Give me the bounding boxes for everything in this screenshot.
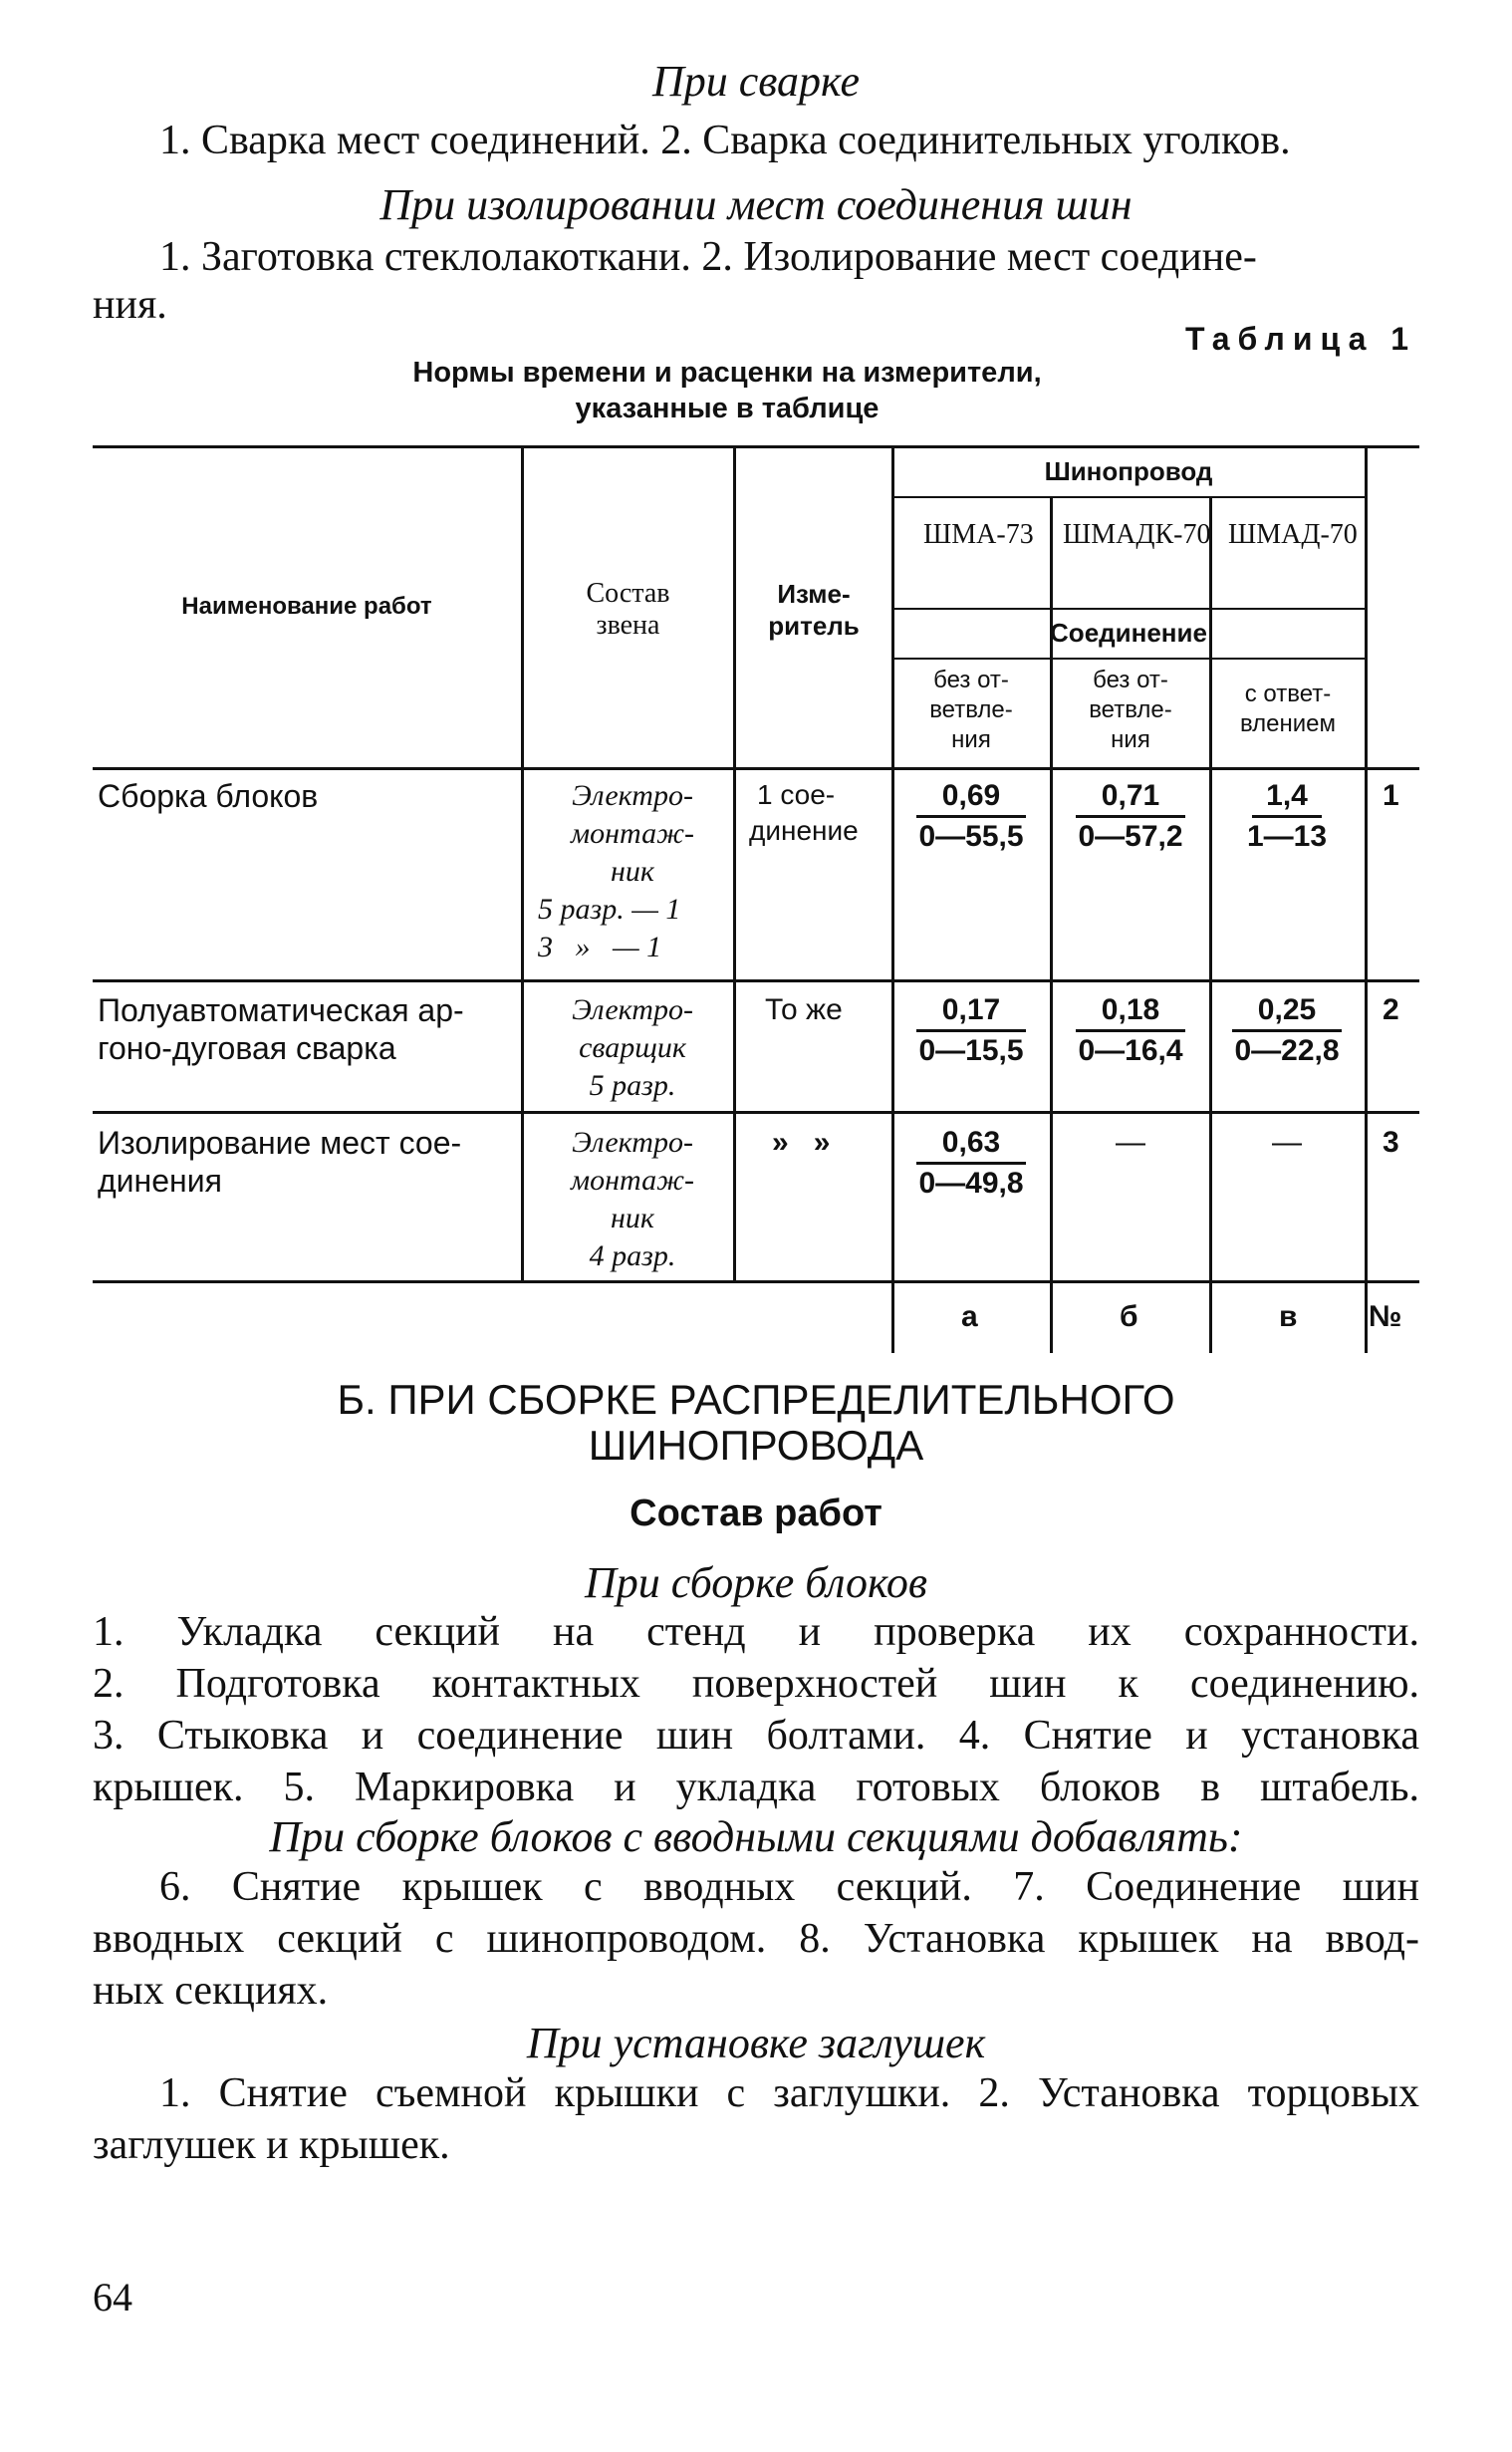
row-2-number: 2 bbox=[1383, 993, 1399, 1026]
blocks-line: 3. Стыковка и соединение шин болтами. 4. Снятие и установка bbox=[93, 1713, 1419, 1759]
table-label: Таблица 1 bbox=[1185, 321, 1417, 357]
col-rule-a bbox=[891, 446, 894, 1353]
table-bottom-rule bbox=[93, 1280, 1419, 1283]
composition-heading: Состав работ bbox=[630, 1493, 882, 1534]
row-1-crew-line: 5 разр. — 1 bbox=[538, 893, 681, 926]
plugs-heading: При установке заглушек bbox=[526, 2019, 986, 2067]
row-2-rule bbox=[93, 1111, 1419, 1114]
row-3-value-c-dash: — bbox=[1272, 1126, 1302, 1159]
header-busway: Шинопровод bbox=[1044, 456, 1213, 486]
header-crew: Состав звена bbox=[586, 578, 670, 641]
row-2-value-c: 0,25 0—22,8 bbox=[1207, 991, 1367, 1070]
row-3-number: 3 bbox=[1383, 1126, 1399, 1159]
row-2-value-b: 0,18 0—16,4 bbox=[1051, 991, 1210, 1070]
input-line: вводных секций с шинопроводом. 8. Установка крышек на ввод- bbox=[93, 1916, 1419, 1962]
welding-text: 1. Сварка мест соединений. 2. Сварка соединительных уголков. bbox=[159, 118, 1291, 163]
table-title-2: указанные в таблице bbox=[575, 393, 880, 424]
row-2-value-a: 0,17 0—15,5 bbox=[891, 991, 1051, 1070]
footer-col-b: б bbox=[1120, 1300, 1138, 1333]
row-2-name-line: гоно-дуговая сварка bbox=[98, 1030, 396, 1066]
header-conn-a: без от-ветвле-ния bbox=[929, 667, 1013, 753]
footer-col-c: в bbox=[1279, 1300, 1298, 1333]
welding-heading: При сварке bbox=[651, 57, 861, 106]
input-sections-paragraph bbox=[93, 1861, 1419, 2017]
header-col-shma73: ШМА-73 bbox=[923, 519, 1034, 550]
cols-rule bbox=[891, 608, 1365, 610]
row-1-value-b: 0,71 0—57,2 bbox=[1051, 777, 1210, 856]
row-3-value-a: 0,63 0—49,8 bbox=[891, 1124, 1051, 1203]
row-2-crew-line: сварщик bbox=[579, 1031, 686, 1064]
input-line: 6. Снятие крышек с вводных секций. 7. Соединение шин bbox=[159, 1864, 1419, 1910]
input-sections-heading: При сборке блоков с вводными секциями добавлять: bbox=[269, 1812, 1243, 1861]
insulation-heading: При изолировании мест соединения шин bbox=[379, 180, 1133, 229]
footer-col-a: а bbox=[961, 1300, 978, 1333]
page-number: 64 bbox=[93, 2275, 132, 2319]
row-1-rule bbox=[93, 979, 1419, 982]
row-1-crew-line: Электро- bbox=[572, 779, 693, 812]
row-1-crew-line: ник bbox=[611, 855, 654, 888]
header-col-shmad70: ШМАД-70 bbox=[1228, 519, 1358, 550]
section-b-title-2: ШИНОПРОВОДА bbox=[588, 1422, 924, 1469]
header-conn-c: с ответ-влением bbox=[1239, 681, 1337, 737]
insulation-text-1: 1. Заготовка стеклолакоткани. 2. Изолирование мест соедине- bbox=[159, 234, 1257, 280]
col-rule-no bbox=[1365, 446, 1368, 1353]
plugs-line: 1. Снятие съемной крышки с заглушки. 2. Установка торцовых bbox=[159, 2070, 1419, 2116]
row-3-crew-line: монтаж- bbox=[571, 1164, 694, 1197]
table-title-1: Нормы времени и расценки на измерители, bbox=[412, 357, 1042, 389]
blocks-line: 2. Подготовка контактных поверхностей шин к соединению. bbox=[93, 1661, 1419, 1707]
row-3-name bbox=[98, 1124, 516, 1200]
row-2-unit: То же bbox=[765, 993, 843, 1026]
input-line: ных секциях. bbox=[93, 1968, 329, 2014]
row-2-name-line: Полуавтоматическая ар- bbox=[98, 992, 464, 1028]
row-3-crew-line: Электро- bbox=[572, 1126, 693, 1159]
header-col-shmadk70: ШМАДК-70 bbox=[1063, 519, 1211, 550]
blocks-heading: При сборке блоков bbox=[584, 1558, 928, 1607]
row-3-unit: » » bbox=[772, 1126, 831, 1159]
row-3-crew bbox=[538, 1124, 727, 1275]
row-3-name-line: Изолирование мест сое- bbox=[98, 1125, 462, 1161]
blocks-line: 1. Укладка секций на стенд и проверка их сохранности. bbox=[93, 1609, 1419, 1655]
row-1-unit-line: 1 сое- bbox=[757, 779, 836, 810]
section-b-title-1: Б. ПРИ СБОРКЕ РАСПРЕДЕЛИТЕЛЬНОГО bbox=[337, 1376, 1175, 1423]
insulation-text-2: ния. bbox=[93, 282, 167, 328]
row-1-value-a: 0,69 0—55,5 bbox=[891, 777, 1051, 856]
row-1-unit-line: динение bbox=[749, 815, 859, 846]
blocks-paragraph bbox=[93, 1606, 1419, 1813]
row-1-name: Сборка блоков bbox=[98, 778, 319, 814]
row-1-crew-line: 3 » — 1 bbox=[538, 931, 662, 963]
row-2-crew bbox=[538, 991, 727, 1105]
row-3-crew-line: ник bbox=[611, 1202, 654, 1234]
row-3-name-line: динения bbox=[98, 1163, 222, 1199]
header-bottom-rule bbox=[93, 767, 1419, 770]
busway-rule bbox=[891, 496, 1365, 498]
footer-col-no: № bbox=[1369, 1300, 1402, 1333]
plugs-line: заглушек и крышек. bbox=[93, 2122, 450, 2168]
header-unit: Изме-ритель bbox=[768, 579, 860, 641]
row-1-unit bbox=[749, 777, 859, 849]
row-2-crew-line: 5 разр. bbox=[589, 1069, 676, 1102]
table-top-rule bbox=[93, 445, 1419, 448]
header-conn-b: без от-ветвле-ния bbox=[1089, 667, 1172, 753]
plugs-paragraph bbox=[93, 2067, 1419, 2171]
row-1-value-c: 1,4 1—13 bbox=[1246, 779, 1328, 853]
row-2-crew-line: Электро- bbox=[572, 993, 693, 1026]
row-1-crew bbox=[538, 777, 727, 966]
col-rule-crew bbox=[521, 446, 524, 1281]
col-rule-unit bbox=[733, 446, 736, 1281]
row-2-name bbox=[98, 991, 516, 1067]
row-1-crew-line: монтаж- bbox=[571, 817, 694, 850]
header-work-name: Наименование работ bbox=[181, 593, 432, 620]
row-3-value-b-dash: — bbox=[1116, 1126, 1145, 1159]
connection-rule bbox=[891, 658, 1365, 660]
row-3-crew-line: 4 разр. bbox=[589, 1239, 676, 1272]
blocks-line: крышек. 5. Маркировка и укладка готовых блоков в штабель. bbox=[93, 1765, 1419, 1810]
header-connection: Соединение bbox=[1050, 618, 1207, 648]
row-1-number: 1 bbox=[1383, 779, 1399, 812]
